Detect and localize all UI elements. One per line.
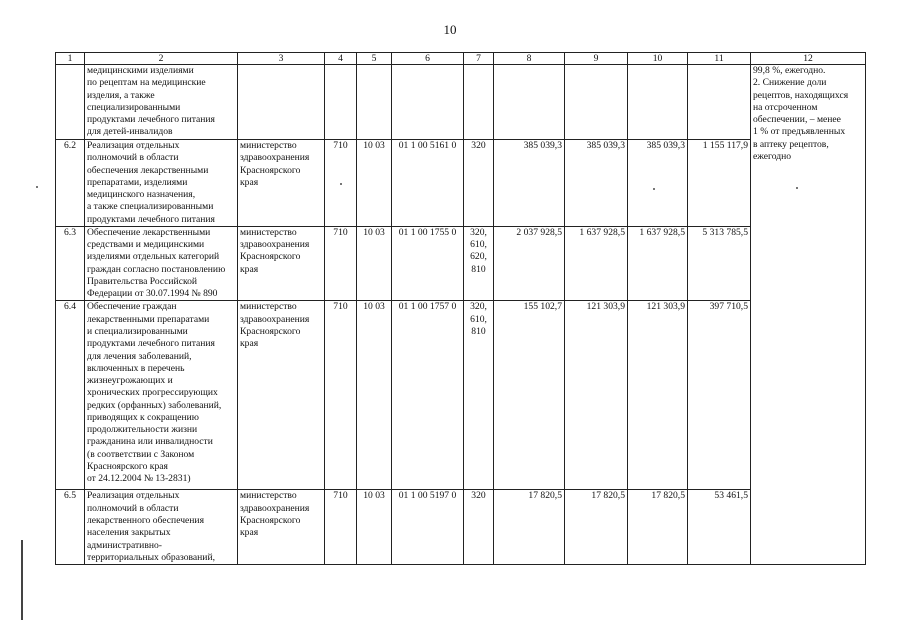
expected-result-cell: 99,8 %, ежегодно. 2. Снижение доли рецептов, находящихся на отсроченном обеспечении, – менее 1 % от предъявленных в аптеку рецептов, ежегодно <box>751 65 866 565</box>
page-number: 10 <box>443 22 457 37</box>
year1-cell: 17 820,5 <box>494 490 565 565</box>
year3-cell: 17 820,5 <box>628 490 688 565</box>
year1-cell: 155 102,7 <box>494 301 565 490</box>
csr-cell: 01 1 00 1755 0 <box>392 226 464 301</box>
year1-cell <box>494 65 565 140</box>
column-number: 2 <box>85 53 238 65</box>
executor-cell: министерство здравоохранения Красноярского края <box>238 226 325 301</box>
grbs-cell: 710 <box>325 301 357 490</box>
measure-name-cell: Обеспечение граждан лекарственными препаратами и специализированными продуктами лечебного питания для лечения заболеваний, включенных в перечень жизнеугрожающих и хронических прогрессирующих редких (орфанных) заболеваний, приводящих к сокращению продолжительности жизни гражданина или инвалидности (в соответствии с Законом Красноярского края от 24.12.2004 № 13-2831) <box>85 301 238 490</box>
table-row <box>56 140 866 227</box>
scan-speck <box>340 183 342 185</box>
year1-cell: 2 037 928,5 <box>494 226 565 301</box>
grbs-cell: 710 <box>325 490 357 565</box>
scan-speck <box>796 187 798 189</box>
executor-cell <box>238 65 325 140</box>
column-number: 7 <box>464 53 494 65</box>
column-number: 9 <box>565 53 628 65</box>
row-number-cell <box>56 65 85 140</box>
table-row-continuation <box>56 65 866 140</box>
column-number: 10 <box>628 53 688 65</box>
total-cell: 397 710,5 <box>688 301 751 490</box>
column-number: 4 <box>325 53 357 65</box>
year2-cell <box>565 65 628 140</box>
vr-cell: 320, 610, 620, 810 <box>464 226 494 301</box>
executor-cell: министерство здравоохранения Красноярского края <box>238 490 325 565</box>
total-cell <box>688 65 751 140</box>
scan-speck <box>653 188 655 190</box>
year2-cell: 1 637 928,5 <box>565 226 628 301</box>
column-number: 11 <box>688 53 751 65</box>
column-numbers-row <box>56 53 866 65</box>
csr-cell: 01 1 00 1757 0 <box>392 301 464 490</box>
rzpr-cell: 10 03 <box>357 226 392 301</box>
year3-cell: 1 637 928,5 <box>628 226 688 301</box>
vr-cell: 320 <box>464 140 494 227</box>
row-number-cell: 6.4 <box>56 301 85 490</box>
row-number-cell: 6.5 <box>56 490 85 565</box>
csr-cell <box>392 65 464 140</box>
year2-cell: 17 820,5 <box>565 490 628 565</box>
rzpr-cell: 10 03 <box>357 301 392 490</box>
grbs-cell: 710 <box>325 226 357 301</box>
scan-speck <box>36 186 38 188</box>
table-row <box>56 226 866 301</box>
column-number: 3 <box>238 53 325 65</box>
column-number: 5 <box>357 53 392 65</box>
year3-cell <box>628 65 688 140</box>
column-number: 12 <box>751 53 866 65</box>
column-number: 6 <box>392 53 464 65</box>
total-cell: 1 155 117,9 <box>688 140 751 227</box>
year1-cell: 385 039,3 <box>494 140 565 227</box>
year2-cell: 121 303,9 <box>565 301 628 490</box>
table-row <box>56 490 866 565</box>
csr-cell: 01 1 00 5197 0 <box>392 490 464 565</box>
grbs-cell: 710 <box>325 140 357 227</box>
csr-cell: 01 1 00 5161 0 <box>392 140 464 227</box>
year3-cell: 385 039,3 <box>628 140 688 227</box>
rzpr-cell: 10 03 <box>357 140 392 227</box>
rzpr-cell: 10 03 <box>357 490 392 565</box>
program-measures-table <box>55 52 866 565</box>
measure-name-cell: Обеспечение лекарственными средствами и медицинскими изделиями отдельных категорий граждан согласно постановлению Правительства Российской Федерации от 30.07.1994 № 890 <box>85 226 238 301</box>
year3-cell: 121 303,9 <box>628 301 688 490</box>
scan-edge-mark <box>21 540 23 620</box>
vr-cell: 320, 610, 810 <box>464 301 494 490</box>
grbs-cell <box>325 65 357 140</box>
row-number-cell: 6.2 <box>56 140 85 227</box>
vr-cell: 320 <box>464 490 494 565</box>
measure-name-cell: Реализация отдельных полномочий в области лекарственного обеспечения населения закрытых административно- территориальных образований, <box>85 490 238 565</box>
rzpr-cell <box>357 65 392 140</box>
measure-name-cell: медицинскими изделиями по рецептам на медицинские изделия, а также специализированными продуктами лечебного питания для детей-инвалидов <box>85 65 238 140</box>
measure-name-cell: Реализация отдельных полномочий в области обеспечения лекарственными препаратами, изделиями медицинского назначения, а также специализированными продуктами лечебного питания <box>85 140 238 227</box>
vr-cell <box>464 65 494 140</box>
column-number: 8 <box>494 53 565 65</box>
total-cell: 5 313 785,5 <box>688 226 751 301</box>
table-row <box>56 301 866 490</box>
executor-cell: министерство здравоохранения Красноярского края <box>238 301 325 490</box>
row-number-cell: 6.3 <box>56 226 85 301</box>
column-number: 1 <box>56 53 85 65</box>
year2-cell: 385 039,3 <box>565 140 628 227</box>
executor-cell: министерство здравоохранения Красноярского края <box>238 140 325 227</box>
total-cell: 53 461,5 <box>688 490 751 565</box>
